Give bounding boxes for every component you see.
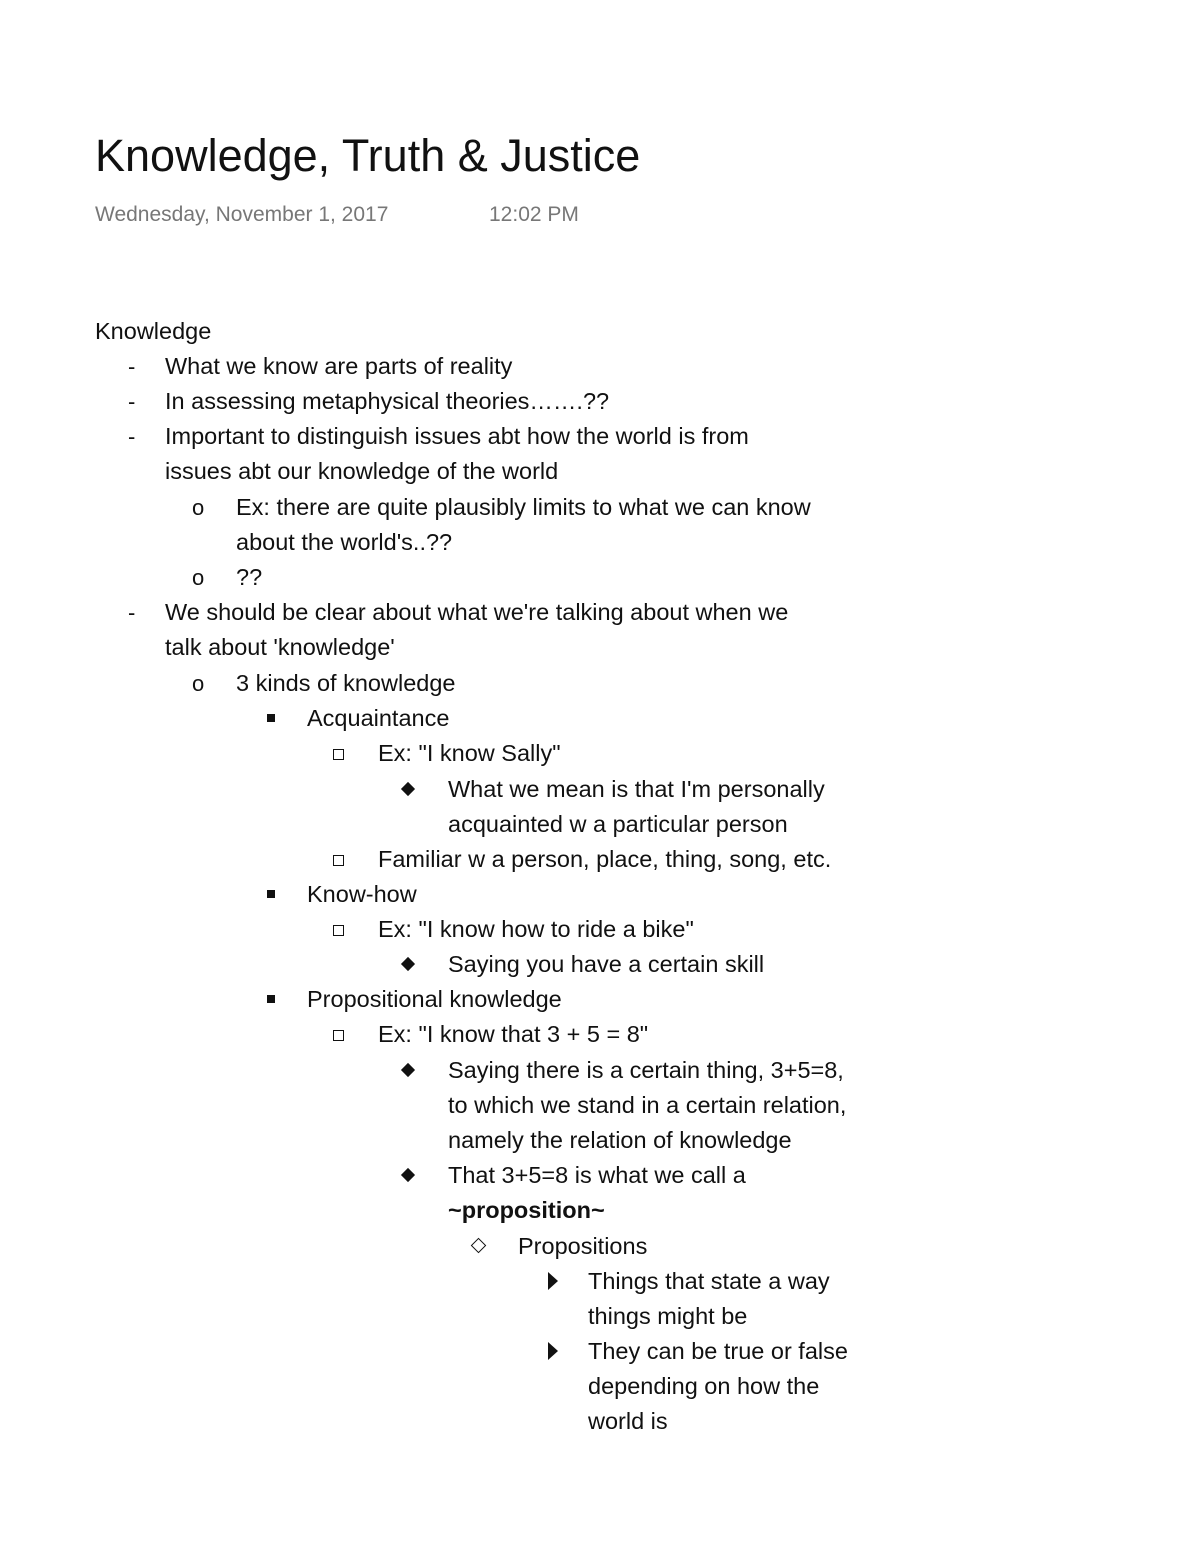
box-bullet-icon bbox=[333, 1030, 344, 1041]
outline-item: What we mean is that I'm personally bbox=[448, 776, 825, 802]
note-time: 12:02 PM bbox=[489, 203, 579, 226]
outline-heading: Knowledge bbox=[95, 318, 212, 344]
outline-item: Propositions bbox=[518, 1233, 648, 1259]
hollow-diamond-bullet-icon bbox=[471, 1238, 487, 1254]
diamond-bullet-icon bbox=[401, 1168, 415, 1182]
note-date: Wednesday, November 1, 2017 bbox=[95, 203, 389, 226]
square-bullet-icon bbox=[267, 995, 275, 1003]
outline-item: They can be true or false bbox=[588, 1338, 848, 1364]
box-bullet-icon bbox=[333, 749, 344, 760]
outline-item-continued: things might be bbox=[588, 1303, 748, 1329]
diamond-bullet-icon bbox=[401, 1063, 415, 1077]
outline-item-continued: acquainted w a particular person bbox=[448, 811, 788, 837]
diamond-bullet-icon bbox=[401, 957, 415, 971]
outline-item: We should be clear about what we're talking about when we bbox=[165, 599, 789, 625]
outline-item: 3 kinds of knowledge bbox=[236, 670, 456, 696]
outline-item-continued: talk about 'knowledge' bbox=[165, 634, 395, 660]
outline-item-continued: world is bbox=[588, 1408, 668, 1434]
outline-item: Saying you have a certain skill bbox=[448, 951, 765, 977]
outline-item: Ex: "I know that 3 + 5 = 8" bbox=[378, 1021, 649, 1047]
outline-item: Saying there is a certain thing, 3+5=8, bbox=[448, 1057, 844, 1083]
outline-item: Propositional knowledge bbox=[307, 986, 562, 1012]
dash-bullet-icon: - bbox=[128, 354, 136, 379]
outline-item-continued: to which we stand in a certain relation, bbox=[448, 1092, 847, 1118]
outline-item: What we know are parts of reality bbox=[165, 353, 513, 379]
outline-item: Ex: "I know Sally" bbox=[378, 740, 561, 766]
box-bullet-icon bbox=[333, 925, 344, 936]
outline-item-bold-term: ~proposition~ bbox=[448, 1197, 605, 1223]
dash-bullet-icon: - bbox=[128, 600, 136, 625]
diamond-bullet-icon bbox=[401, 782, 415, 796]
outline-item: Ex: there are quite plausibly limits to what we can know bbox=[236, 494, 811, 520]
outline-item: Know-how bbox=[307, 881, 417, 907]
box-bullet-icon bbox=[333, 855, 344, 866]
outline-item: Familiar w a person, place, thing, song, etc. bbox=[378, 846, 832, 872]
triangle-bullet-icon bbox=[548, 1342, 558, 1360]
square-bullet-icon bbox=[267, 890, 275, 898]
dash-bullet-icon: - bbox=[128, 389, 136, 414]
circle-bullet-icon: o bbox=[192, 495, 205, 520]
outline-item-continued: depending on how the bbox=[588, 1373, 820, 1399]
outline-item: Acquaintance bbox=[307, 705, 450, 731]
outline-item-continued: namely the relation of knowledge bbox=[448, 1127, 792, 1153]
circle-bullet-icon: o bbox=[192, 671, 205, 696]
dash-bullet-icon: - bbox=[128, 424, 136, 449]
outline-item: ?? bbox=[236, 564, 263, 590]
page-title: Knowledge, Truth & Justice bbox=[95, 130, 641, 181]
outline-item-continued: about the world's..?? bbox=[236, 529, 453, 555]
outline-item: Things that state a way bbox=[588, 1268, 830, 1294]
circle-bullet-icon: o bbox=[192, 565, 205, 590]
outline-item: Important to distinguish issues abt how the world is from bbox=[165, 423, 749, 449]
note-timestamp bbox=[95, 203, 579, 227]
outline-item: Ex: "I know how to ride a bike" bbox=[378, 916, 694, 942]
triangle-bullet-icon bbox=[548, 1272, 558, 1290]
outline-item-continued: issues abt our knowledge of the world bbox=[165, 458, 559, 484]
square-bullet-icon bbox=[267, 714, 275, 722]
outline-item: That 3+5=8 is what we call a bbox=[448, 1162, 746, 1188]
outline-item: In assessing metaphysical theories…….?? bbox=[165, 388, 610, 414]
